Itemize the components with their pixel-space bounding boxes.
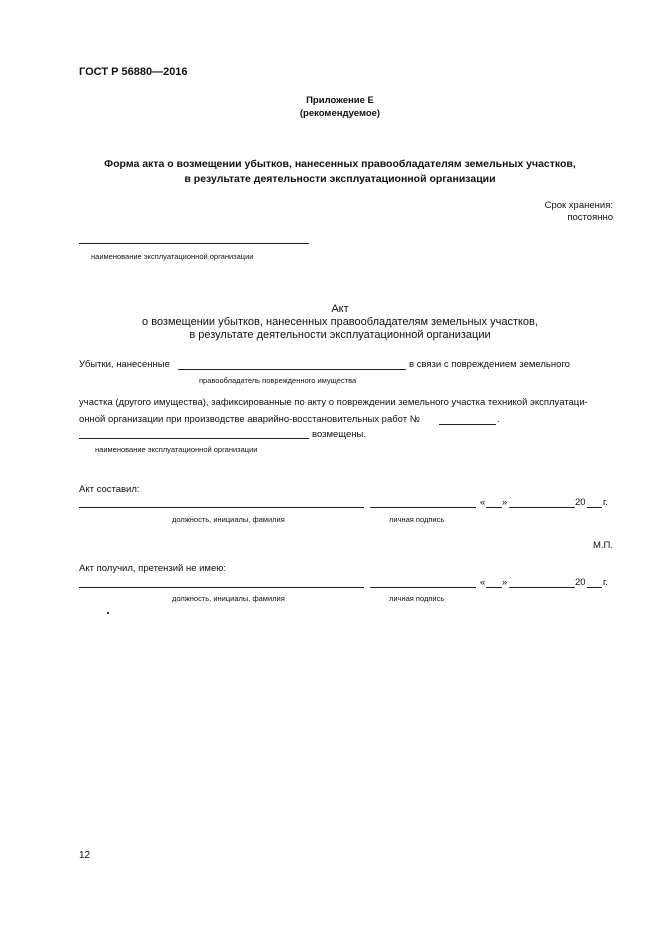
compiled-day-line[interactable] (486, 507, 502, 508)
compiled-label: Акт составил: (79, 484, 140, 495)
received-signature-caption: личная подпись (389, 594, 445, 603)
owner-name-line[interactable] (178, 369, 406, 370)
form-title-line2: в результате деятельности эксплуатационной организации (184, 173, 496, 185)
stamp-place: М.П. (592, 540, 613, 551)
act-subtitle-line1: о возмещении убытков, нанесенных правообладателям земельных участков, (142, 316, 538, 328)
compiled-signature-line[interactable] (370, 507, 476, 508)
compiled-year-prefix: 20 (575, 497, 586, 508)
compiled-year-suffix: г. (603, 497, 608, 508)
compiled-quote-open: « (480, 497, 486, 508)
received-year-suffix: г. (603, 577, 608, 588)
compiled-signature-caption: личная подпись (389, 515, 445, 524)
form-title-line1: Форма акта о возмещении убытков, нанесенных правообладателям земельных участков, (104, 158, 576, 170)
body-line2: участка (другого имущества), зафиксированные по акту о повреждении земельного участка техникой эксплуатаци- (79, 397, 588, 408)
act-subtitle-line2: в результате деятельности эксплуатационной организации (189, 329, 491, 341)
appendix-status: (рекомендуемое) (299, 108, 381, 119)
damages-suffix: в связи с повреждением земельного (409, 359, 570, 370)
retention-label: Срок хранения: (544, 200, 613, 211)
work-number-line[interactable] (439, 424, 496, 425)
organization-name-caption: наименование эксплуатационной организации (91, 252, 254, 261)
compensating-org-caption: наименование эксплуатационной организации (95, 445, 258, 454)
compiled-position-caption: должность, инициалы, фамилия (172, 515, 285, 524)
received-month-line[interactable] (509, 587, 575, 588)
received-year-prefix: 20 (575, 577, 586, 588)
body-line3-end: . (497, 414, 500, 425)
received-position-caption: должность, инициалы, фамилия (172, 594, 285, 603)
document-header: ГОСТ Р 56880—2016 (79, 66, 188, 78)
owner-caption: правообладатель поврежденного имущества (199, 376, 357, 385)
received-label: Акт получил, претензий не имею: (79, 563, 227, 574)
body-line3: онной организации при производстве аварийно-восстановительных работ № (79, 414, 420, 425)
received-position-line[interactable] (79, 587, 364, 588)
act-title: Акт (331, 303, 349, 315)
received-signature-line[interactable] (370, 587, 476, 588)
compensated-text: возмещены. (312, 429, 366, 440)
compiled-month-line[interactable] (509, 507, 575, 508)
received-quote-open: « (480, 577, 486, 588)
compiled-quote-close: » (502, 497, 508, 508)
appendix-title: Приложение Е (306, 95, 374, 106)
stray-dot (107, 612, 109, 614)
received-year-line[interactable] (587, 587, 602, 588)
retention-value: постоянно (567, 212, 613, 223)
page-number: 12 (79, 850, 91, 861)
compensating-org-line[interactable] (79, 438, 309, 439)
received-quote-close: » (502, 577, 508, 588)
damages-label: Убытки, нанесенные (79, 359, 170, 370)
compiled-year-line[interactable] (587, 507, 602, 508)
received-day-line[interactable] (486, 587, 502, 588)
organization-name-line[interactable] (79, 243, 309, 244)
compiled-position-line[interactable] (79, 507, 364, 508)
